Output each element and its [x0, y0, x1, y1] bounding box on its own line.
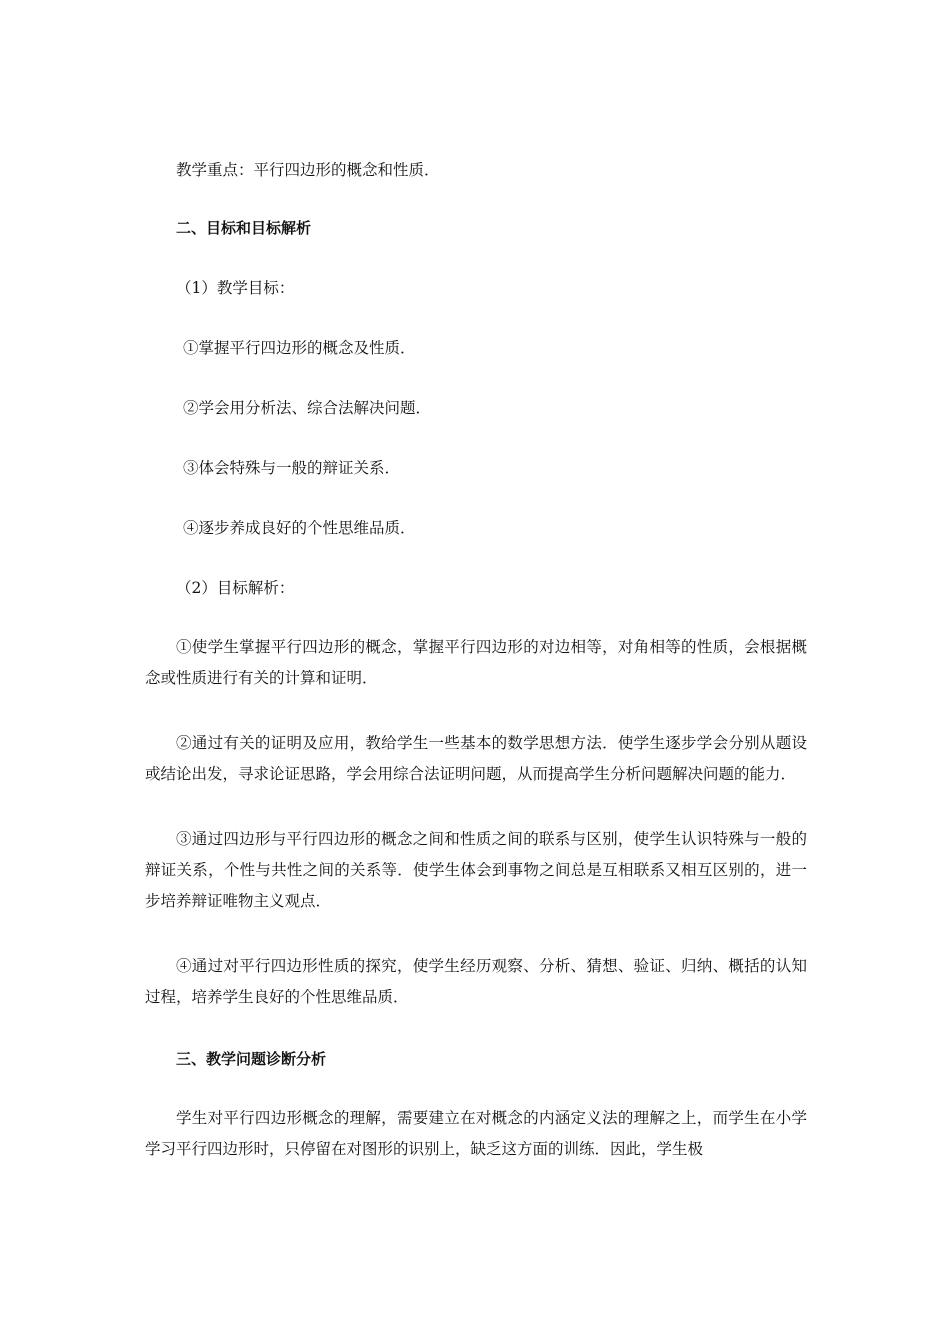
- document-body: [145, 156, 807, 1165]
- goal-item-4: ④逐步养成良好的个性思维品质．: [183, 519, 416, 537]
- section-heading-diagnosis: 三、教学问题诊断分析: [176, 1050, 327, 1068]
- analysis-title: （2）目标解析：: [176, 579, 295, 597]
- analysis-paragraph-2: ②通过有关的证明及应用，教给学生一些基本的数学思想方法．使学生逐步学会分别从题设或结论出发，寻求论证思路，学会用综合法证明问题，从而提高学生分析问题解决问题的能力．: [145, 734, 807, 783]
- diagnosis-paragraph: 学生对平行四边形概念的理解，需要建立在对概念的内涵定义法的理解之上，而学生在小学学习平行四边形时，只停留在对图形的识别上，缺乏这方面的训练．因此，学生极: [145, 1109, 807, 1158]
- goal-item-3: ③体会特殊与一般的辩证关系．: [183, 459, 401, 477]
- goals-title: （1）教学目标：: [176, 279, 295, 297]
- key-point-line: 教学重点：平行四边形的概念和性质．: [176, 161, 440, 179]
- goal-item-2: ②学会用分析法、综合法解决问题．: [183, 399, 432, 417]
- section-heading-goals: 二、目标和目标解析: [176, 219, 312, 237]
- analysis-paragraph-1: ①使学生掌握平行四边形的概念，掌握平行四边形的对边相等，对角相等的性质，会根据概念或性质进行有关的计算和证明．: [145, 638, 807, 687]
- analysis-paragraph-4: ④通过对平行四边形性质的探究，使学生经历观察、分析、猜想、验证、归纳、概括的认知过程，培养学生良好的个性思维品质．: [145, 957, 807, 1006]
- analysis-paragraph-3: ③通过四边形与平行四边形的概念之间和性质之间的联系与区别，使学生认识特殊与一般的辩证关系，个性与共性之间的关系等．使学生体会到事物之间总是互相联系又相互区别的，进一步培养辩证唯物主义观点．: [145, 830, 807, 910]
- goal-item-1: ①掌握平行四边形的概念及性质．: [183, 339, 416, 357]
